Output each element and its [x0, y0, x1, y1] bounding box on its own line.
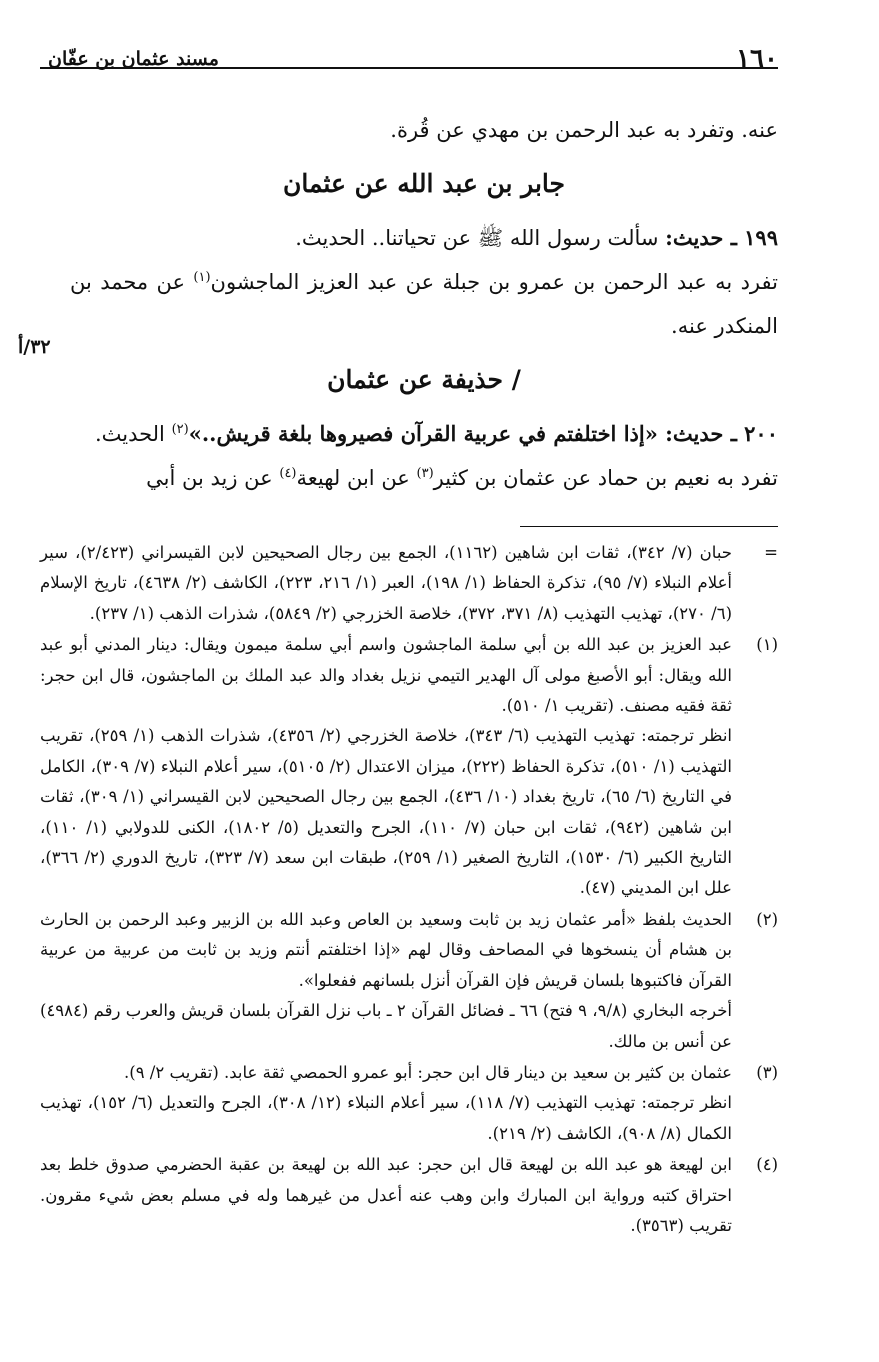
footnote-2-number: (٢) — [756, 909, 778, 929]
footnote-3 — [40, 1058, 778, 1149]
chain3-text-c: عن زيد بن أبي — [146, 466, 280, 490]
hadith-199-label: ١٩٩ ـ حديث: — [665, 225, 778, 250]
chain-text-a: تفرد به عبد الرحمن بن عمرو بن جبلة عن عبد العزيز الماجشون — [210, 270, 778, 294]
hadith-200-tail: الحديث. — [94, 422, 172, 446]
footnote-1-number: (١) — [756, 635, 778, 655]
footnote-1-text: عبد العزيز بن عبد الله بن أبي سلمة الماجشون واسم أبي سلمة ميمون ويقال: دينار المدني أبو عبد الله ويقال: أبو الأصبغ مولى آل الهدير التيمي نزيل بغداد والد عبد الملك بن الماجشون، قال ابن حجر: ثقة فقيه مصنف. (تقريب ١/ ٥١٠). — [40, 635, 732, 716]
hadith-199 — [70, 216, 778, 260]
chain3-text-b: عن ابن لهيعة — [296, 466, 417, 490]
section-heading-hudhayfa: / حذيفة عن عثمان — [327, 365, 521, 394]
footnote-continuation-text: حبان (٧/ ٣٤٢)، ثقات ابن شاهين (١١٦٢)، الجمع بين رجال الصحيحين لابن القيسراني (٢/٤٢٣)، سير أعلام النبلاء (٧/ ٩٥)، تذكرة الحفاظ (١/ ١٩٨)، العبر (١/ ٢١٦، ٢٢٣)، الكاشف (٢/ ٤٦٣٨)، تاريخ الإسلام (٦/ ٢٧٠)، تهذيب التهذيب (٨/ ٣٧١، ٣٧٢)، خلاصة الخزرجي (٢/ ٥٨٤٩)، شذرات الذهب (١/ ٢٣٧). — [40, 543, 733, 623]
footnote-4-number: (٤) — [756, 1155, 778, 1175]
hadith-200-label: ٢٠٠ ـ حديث: — [665, 421, 778, 446]
footnote-4-text: ابن لهيعة هو عبد الله بن لهيعة قال ابن حجر: عبد الله بن لهيعة بن عقبة الحضرمي صدوق خلط بعد احتراق كتبه ورواية ابن المبارك وابن وهب عنه أعدل من غيرهما وله في مسلم بعض شيء مقرون. تقريب (٣٥٦٣). — [40, 1155, 732, 1235]
main-text — [70, 108, 778, 500]
footnote-continuation — [40, 538, 778, 629]
footnote-4 — [40, 1150, 778, 1241]
footnotes — [40, 538, 778, 1242]
footnote-1-references: انظر ترجمته: تهذيب التهذيب (٦/ ٣٤٣)، خلاصة الخزرجي (٢/ ٤٣٥٦)، شذرات الذهب (١/ ٢٥٩)، تقريب التهذيب (١/ ٥١٠)، تذكرة الحفاظ (٢٢٢)، ميزان الاعتدال (٢/ ٥١٠٥)، سير أعلام النبلاء (٧/ ٣٠٩)، الكامل في التاريخ (٦/ ٦٥)، تاريخ بغداد (١٠/ ٤٣٦)، الجمع بين رجال الصحيحين لابن القيسراني (١/ ٣٠٩)، ثقات ابن شاهين (٩٤٢)، ثقات ابن حبان (٧/ ١١٠)، الجرح والتعديل (٥/ ١٨٠٢)، الكنى للدولابي (١/ ١١٠)، التاريخ الكبير (٦/ ١٥٣٠)، التاريخ الصغير (١/ ٢٥٩)، طبقات ابن سعد (٧/ ٣٢٣)، تاريخ الدوري (٢/ ٣٦٦)، علل ابن المديني (٤٧). — [40, 726, 733, 898]
page-header — [40, 40, 778, 80]
footnote-ref-1[interactable]: (١) — [193, 270, 211, 285]
page-number: ١٦٠ — [736, 44, 778, 74]
hadith-199-text: سألت رسول الله ﷺ عن تحياتنا.. الحديث. — [295, 226, 666, 250]
opening-line: عنه. وتفرد به عبد الرحمن بن مهدي عن قُرة. — [390, 118, 778, 142]
footnote-ref-2[interactable]: (٢) — [171, 422, 189, 437]
footnote-ref-4[interactable]: (٤) — [279, 466, 297, 481]
section-heading-jabir: جابر بن عبد الله عن عثمان — [283, 169, 565, 198]
continuation-marker: = — [764, 543, 778, 562]
footnote-3-references: انظر ترجمته: تهذيب التهذيب (٧/ ١١٨)، سير أعلام النبلاء (١٢/ ٣٠٨)، الجرح والتعديل (٦/ ١٥٢)، تهذيب الكمال (٨/ ٩٠٨)، الكاشف (٢/ ٢١٩). — [40, 1093, 732, 1143]
hadith-200 — [70, 412, 778, 456]
manuscript-folio-marker: ٣٢/أ — [18, 336, 51, 358]
hadith-200-chain — [70, 456, 778, 500]
footnote-2-references: أخرجه البخاري (٩/٨، ٩ فتح) ٦٦ ـ فضائل القرآن ٢ ـ باب نزل القرآن بلسان قريش والعرب رقم (٤٩٨٤) عن أنس بن مالك. — [40, 1001, 733, 1051]
footnote-2 — [40, 905, 778, 1057]
hadith-200-text: «إذا اختلفتم في عربية القرآن فصيروها بلغة قريش..» — [188, 421, 666, 446]
running-title: مسند عثمان بن عفّان — [48, 48, 219, 70]
hadith-199-chain — [70, 260, 778, 348]
chain-text-b: عن محمد بن المنكدر عنه. — [70, 270, 778, 338]
footnote-1 — [40, 630, 778, 904]
footnote-separator — [520, 526, 778, 527]
footnote-3-number: (٣) — [756, 1062, 778, 1082]
footnote-2-text: الحديث بلفظ «أمر عثمان زيد بن ثابت وسعيد بن العاص وعبد الله بن الزبير وعبد الرحمن بن الحارث بن هشام أن ينسخوها في المصاحف وقال لهم «إذا اختلفتم أنتم وزيد بن ثابت من عربية من عربية القرآن فاكتبوها بلسان قريش فإن القرآن أنزل بلسانهم ففعلوا». — [40, 909, 732, 990]
header-rule — [40, 67, 778, 69]
chain3-text-a: تفرد به نعيم بن حماد عن عثمان بن كثير — [433, 466, 778, 490]
footnote-3-text: عثمان بن كثير بن سعيد بن دينار قال ابن حجر: أبو عمرو الحمصي ثقة عابد. (تقريب ٢/ ٩). — [124, 1062, 732, 1082]
footnote-ref-3[interactable]: (٣) — [416, 466, 434, 481]
